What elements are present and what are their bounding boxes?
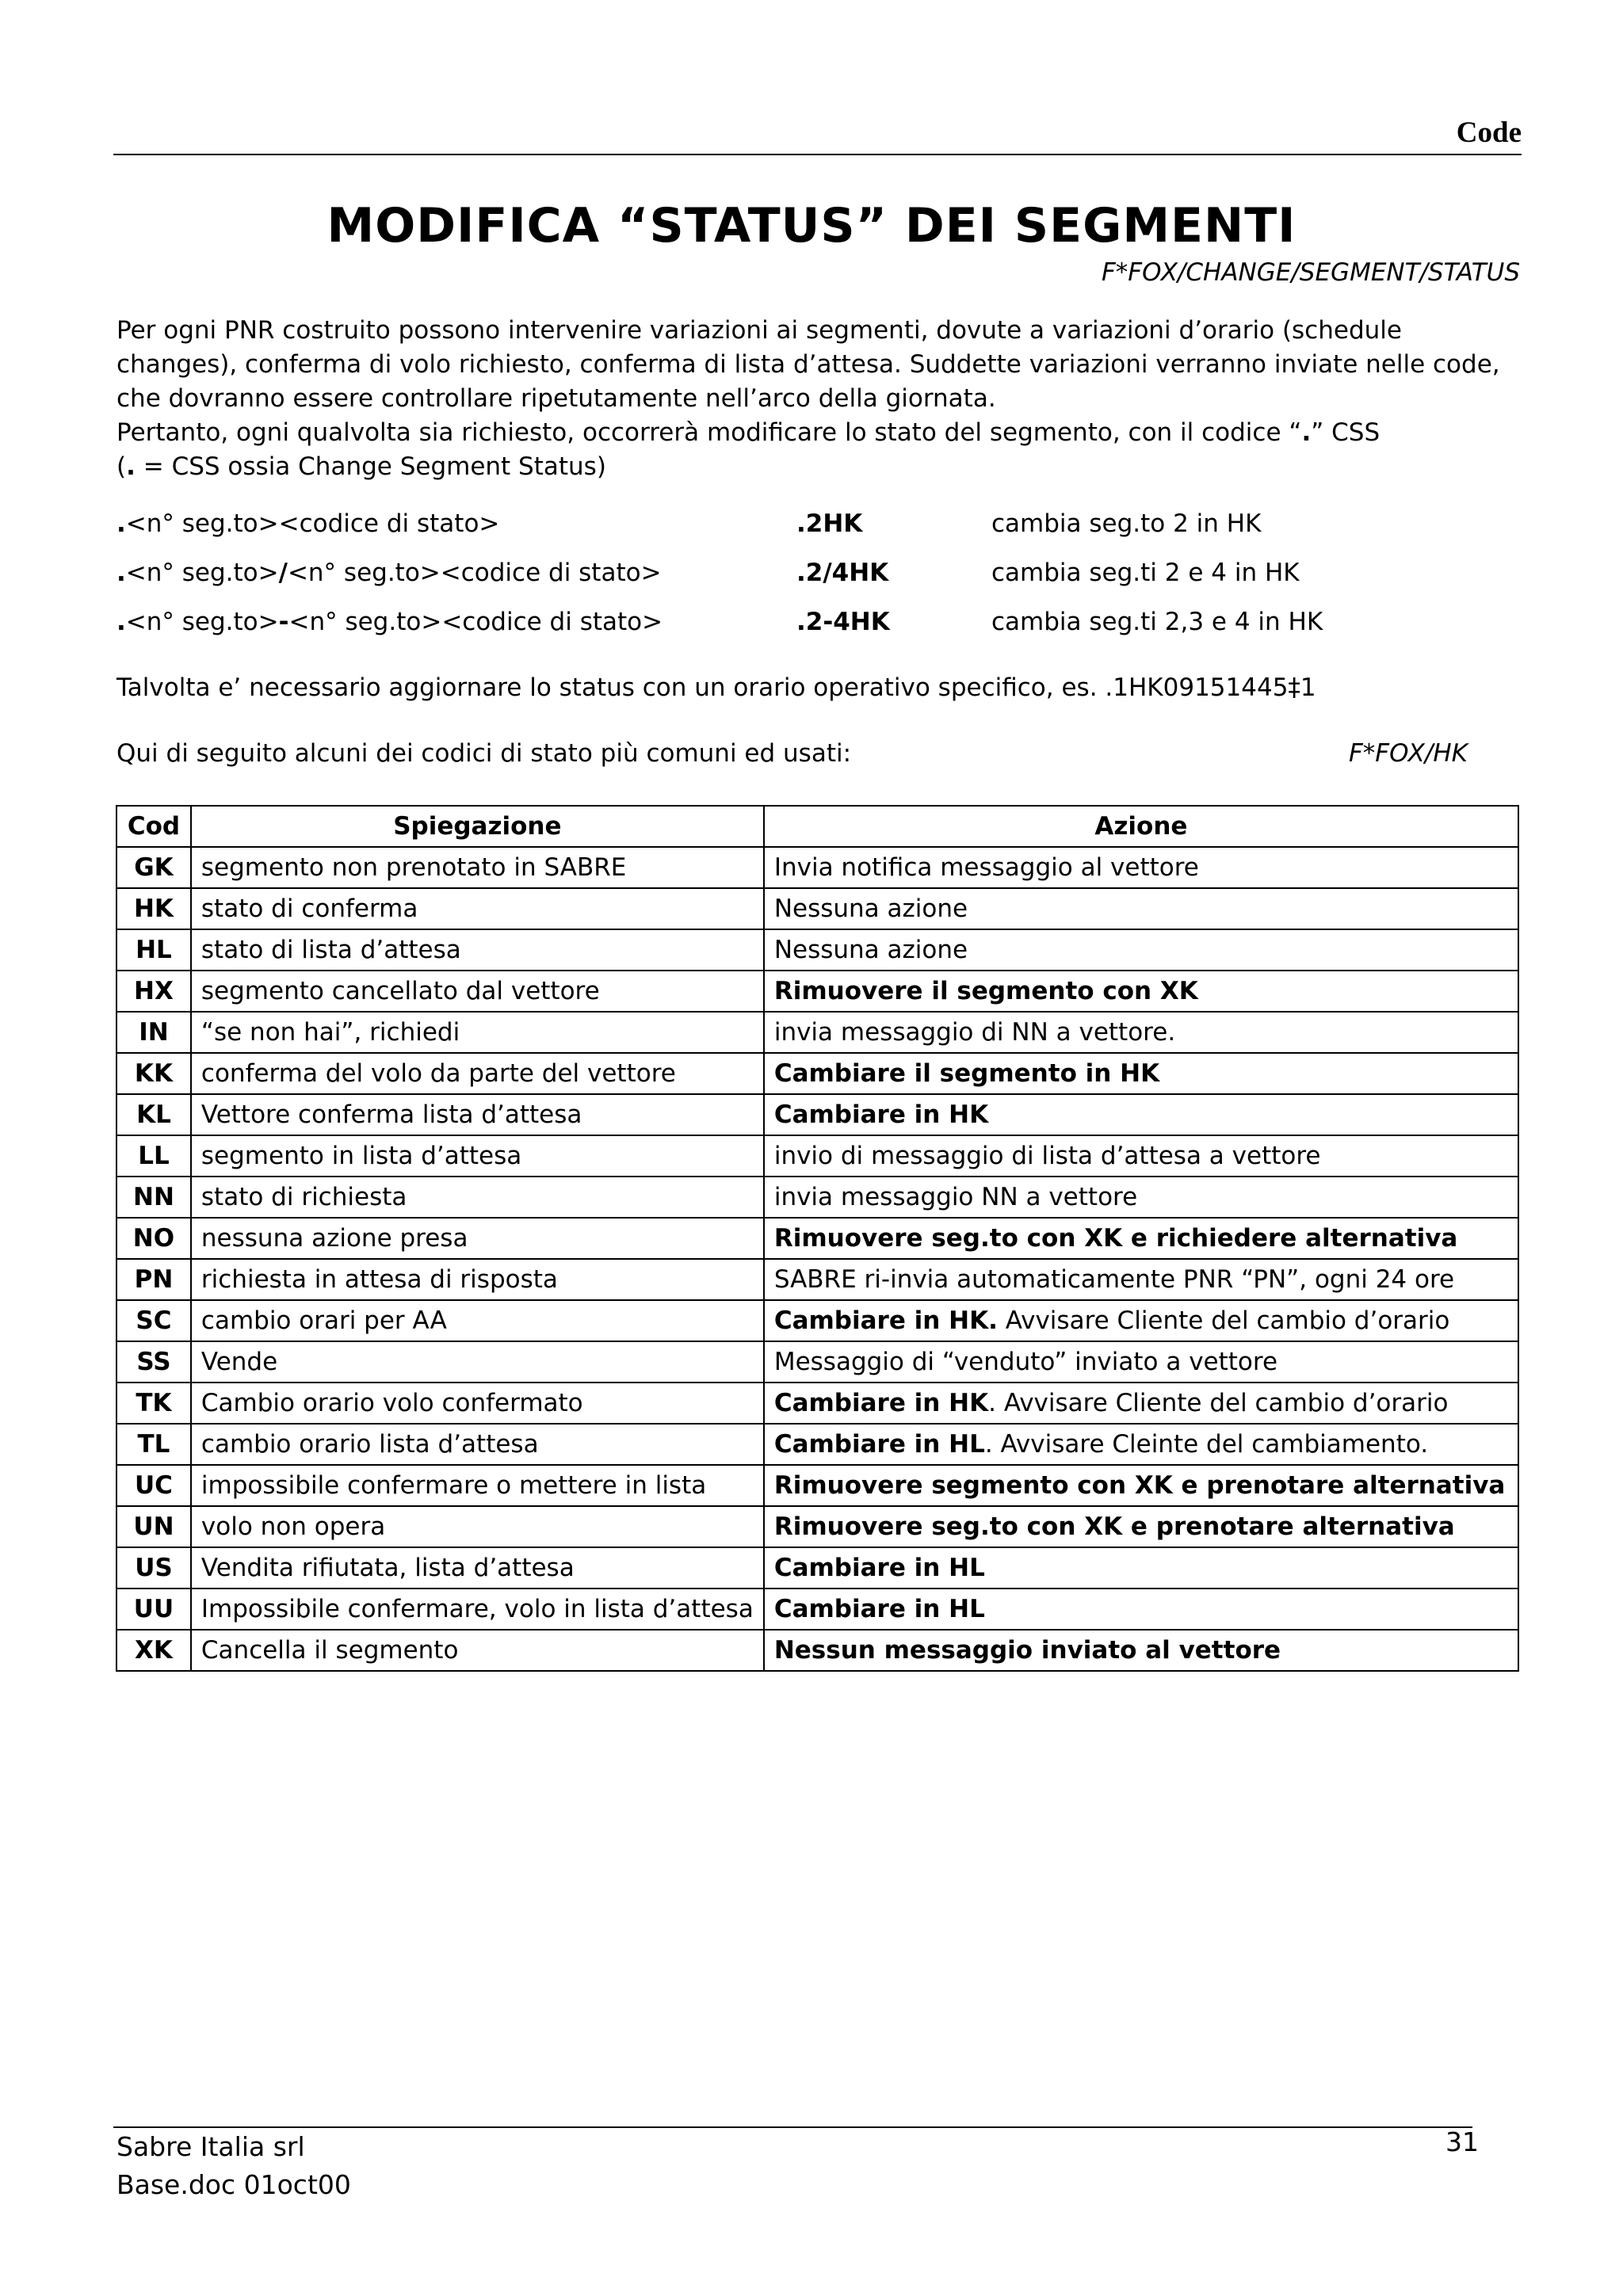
action-emphasis: Cambiare in HK.	[773, 1306, 998, 1335]
code-explanation: segmento non prenotato in SABRE	[191, 847, 764, 888]
action-text: Invia notifica messaggio al vettore	[773, 853, 1199, 882]
action-text: invia messaggio NN a vettore	[773, 1183, 1138, 1211]
syntax-part: <codice di stato>	[440, 559, 662, 587]
action-emphasis: Cambiare in HK	[773, 1100, 989, 1129]
action-text: Nessuna azione	[773, 894, 968, 923]
code-explanation: stato di conferma	[191, 888, 764, 929]
intro-def-open: (	[116, 452, 127, 481]
table-row	[116, 929, 1518, 971]
intro-def-rest: = CSS ossia Change Segment Status)	[135, 452, 606, 481]
section-header: Code	[1456, 116, 1522, 149]
code-explanation: cambio orario lista d’attesa	[191, 1424, 764, 1465]
table-row	[116, 1053, 1518, 1094]
syntax-format	[116, 506, 499, 541]
action-emphasis: Cambiare il segmento in HK	[773, 1059, 1160, 1088]
footer-rule	[113, 2126, 1472, 2128]
code-explanation: segmento cancellato dal vettore	[191, 971, 764, 1012]
code-explanation: cambio orari per AA	[191, 1300, 764, 1341]
code-action	[764, 1465, 1518, 1506]
code-action	[764, 1094, 1518, 1135]
syntax-dot: .	[116, 608, 126, 636]
code-explanation: Cancella il segmento	[191, 1630, 764, 1671]
intro-css-pre: Pertanto, ogni qualvolta sia richiesto, occorrerà modificare lo stato del segmento, con il codice “	[116, 418, 1302, 447]
syntax-row	[116, 555, 1384, 590]
syntax-part: <n° seg.to>	[125, 608, 279, 636]
code-action	[764, 971, 1518, 1012]
syntax-description: cambia seg.ti 2 e 4 in HK	[991, 559, 1300, 587]
action-text: invio di messaggio di lista d’attesa a vettore	[773, 1142, 1321, 1170]
code-action	[764, 1424, 1518, 1465]
intro-css-dot: .	[1301, 418, 1312, 447]
footer-company: Sabre Italia srl	[116, 2131, 305, 2162]
action-text: SABRE ri-invia automaticamente PNR “PN”, ogni 24 ore	[773, 1265, 1455, 1294]
syntax-format	[116, 605, 663, 639]
status-code: GK	[116, 847, 191, 888]
table-row	[116, 1589, 1518, 1630]
syntax-format	[116, 555, 662, 590]
syntax-part: <codice di stato>	[441, 608, 663, 636]
status-code: HK	[116, 888, 191, 929]
syntax-row	[116, 506, 1384, 541]
status-code: TL	[116, 1424, 191, 1465]
syntax-dot: .	[116, 559, 126, 587]
intro-paragraph: Per ogni PNR costruito possono intervenire variazioni ai segmenti, dovute a variazioni d’orario (schedule changes), conferma di volo richiesto, conferma di lista d’attesa. Suddette variazioni verranno inviate nelle code, che dovranno essere controllare ripetutamente nell’arco della giornata.	[116, 316, 1500, 413]
code-action	[764, 1053, 1518, 1094]
status-code: KL	[116, 1094, 191, 1135]
code-explanation: nessuna azione presa	[191, 1218, 764, 1259]
action-emphasis: Nessun messaggio inviato al vettore	[773, 1636, 1281, 1665]
intro-text	[116, 314, 1527, 484]
intro-def-dot: .	[126, 452, 136, 481]
code-action	[764, 888, 1518, 929]
code-action	[764, 847, 1518, 888]
action-text: Nessuna azione	[773, 936, 968, 964]
table-row	[116, 1383, 1518, 1424]
syntax-separator: /	[278, 559, 288, 587]
action-emphasis: Rimuovere seg.to con XK e richiedere alternativa	[773, 1224, 1458, 1253]
action-text: invia messaggio di NN a vettore.	[773, 1018, 1176, 1047]
code-action	[764, 1012, 1518, 1053]
code-explanation: stato di richiesta	[191, 1177, 764, 1218]
table-row	[116, 1630, 1518, 1671]
codes-reference: F*FOX/HK	[1348, 739, 1468, 768]
time-note: Talvolta e’ necessario aggiornare lo status con un orario operativo specifico, es. .1HK09151445‡1	[116, 673, 1316, 702]
table-row	[116, 971, 1518, 1012]
syntax-dot: .	[116, 509, 126, 538]
table-row	[116, 1341, 1518, 1383]
table-row	[116, 1506, 1518, 1547]
table-row	[116, 1218, 1518, 1259]
code-explanation: Vendita rifiutata, lista d’attesa	[191, 1547, 764, 1589]
status-code: NN	[116, 1177, 191, 1218]
column-header-code: Cod	[116, 806, 191, 847]
syntax-part: <n° seg.to>	[287, 559, 441, 587]
code-explanation: volo non opera	[191, 1506, 764, 1547]
status-code: SC	[116, 1300, 191, 1341]
syntax-part: <n° seg.to>	[125, 509, 279, 538]
code-explanation: “se non hai”, richiedi	[191, 1012, 764, 1053]
command-subtitle: F*FOX/CHANGE/SEGMENT/STATUS	[1101, 258, 1520, 287]
action-text: . Avvisare Cleinte del cambiamento.	[984, 1430, 1429, 1459]
syntax-part: <n° seg.to>	[288, 608, 442, 636]
code-action	[764, 1135, 1518, 1177]
action-emphasis: Cambiare in HL	[773, 1554, 985, 1582]
syntax-example: .2HK	[796, 509, 863, 538]
action-emphasis: Cambiare in HL	[773, 1595, 985, 1623]
status-code: TK	[116, 1383, 191, 1424]
status-code: KK	[116, 1053, 191, 1094]
syntax-description: cambia seg.ti 2,3 e 4 in HK	[991, 608, 1323, 636]
table-row	[116, 1177, 1518, 1218]
column-header-explanation: Spiegazione	[191, 806, 764, 847]
page-title: MODIFICA “STATUS” DEI SEGMENTI	[327, 198, 1296, 254]
code-explanation: Vende	[191, 1341, 764, 1383]
syntax-example: .2-4HK	[796, 608, 890, 636]
status-code: LL	[116, 1135, 191, 1177]
status-code: UU	[116, 1589, 191, 1630]
code-explanation: segmento in lista d’attesa	[191, 1135, 764, 1177]
status-code: HL	[116, 929, 191, 971]
table-row	[116, 1465, 1518, 1506]
code-action	[764, 1218, 1518, 1259]
status-code: PN	[116, 1259, 191, 1300]
action-emphasis: Cambiare in HL	[773, 1430, 985, 1459]
code-action	[764, 1589, 1518, 1630]
action-text: Avvisare Cliente del cambio d’orario	[997, 1306, 1450, 1335]
column-header-action: Azione	[764, 806, 1518, 847]
table-row	[116, 1424, 1518, 1465]
code-explanation: conferma del volo da parte del vettore	[191, 1053, 764, 1094]
code-action	[764, 929, 1518, 971]
action-emphasis: Rimuovere seg.to con XK e prenotare alternativa	[773, 1512, 1455, 1541]
code-action	[764, 1630, 1518, 1671]
syntax-description: cambia seg.to 2 in HK	[991, 509, 1262, 538]
syntax-separator: -	[278, 608, 289, 636]
status-code: IN	[116, 1012, 191, 1053]
status-code: XK	[116, 1630, 191, 1671]
syntax-part: <n° seg.to>	[125, 559, 279, 587]
table-header-row	[116, 806, 1518, 847]
table-row	[116, 1547, 1518, 1589]
page-number: 31	[1445, 2126, 1479, 2157]
syntax-example: .2/4HK	[796, 559, 889, 587]
code-action	[764, 1383, 1518, 1424]
code-action	[764, 1177, 1518, 1218]
code-explanation: Vettore conferma lista d’attesa	[191, 1094, 764, 1135]
intro-css-post: ” CSS	[1311, 418, 1381, 447]
code-explanation: Cambio orario volo confermato	[191, 1383, 764, 1424]
action-text: . Avvisare Cliente del cambio d’orario	[988, 1389, 1449, 1417]
table-row	[116, 847, 1518, 888]
code-action	[764, 1547, 1518, 1589]
status-code: HX	[116, 971, 191, 1012]
code-explanation: Impossibile confermare, volo in lista d’attesa	[191, 1589, 764, 1630]
syntax-part: <codice di stato>	[278, 509, 500, 538]
action-emphasis: Rimuovere segmento con XK e prenotare alternativa	[773, 1471, 1506, 1500]
code-explanation: impossibile confermare o mettere in lista	[191, 1465, 764, 1506]
footer-document: Base.doc 01oct00	[116, 2169, 351, 2200]
codes-intro: Qui di seguito alcuni dei codici di stato più comuni ed usati:	[116, 739, 852, 768]
table-row	[116, 1135, 1518, 1177]
intro-css-definition	[116, 450, 1527, 484]
code-explanation: stato di lista d’attesa	[191, 929, 764, 971]
status-code: UN	[116, 1506, 191, 1547]
table-row	[116, 1012, 1518, 1053]
code-action	[764, 1259, 1518, 1300]
status-codes-table	[116, 805, 1519, 1672]
syntax-row	[116, 605, 1384, 639]
action-emphasis: Rimuovere il segmento con XK	[773, 977, 1198, 1005]
table-row	[116, 1300, 1518, 1341]
table-row	[116, 888, 1518, 929]
status-code: NO	[116, 1218, 191, 1259]
table-row	[116, 1259, 1518, 1300]
code-explanation: richiesta in attesa di risposta	[191, 1259, 764, 1300]
action-emphasis: Cambiare in HK	[773, 1389, 989, 1417]
intro-css-line	[116, 416, 1527, 450]
action-text: Messaggio di “venduto” inviato a vettore	[773, 1348, 1278, 1376]
table-row	[116, 1094, 1518, 1135]
code-action	[764, 1341, 1518, 1383]
code-action	[764, 1300, 1518, 1341]
status-code: US	[116, 1547, 191, 1589]
code-action	[764, 1506, 1518, 1547]
status-code: SS	[116, 1341, 191, 1383]
status-code: UC	[116, 1465, 191, 1506]
header-rule	[113, 154, 1522, 155]
